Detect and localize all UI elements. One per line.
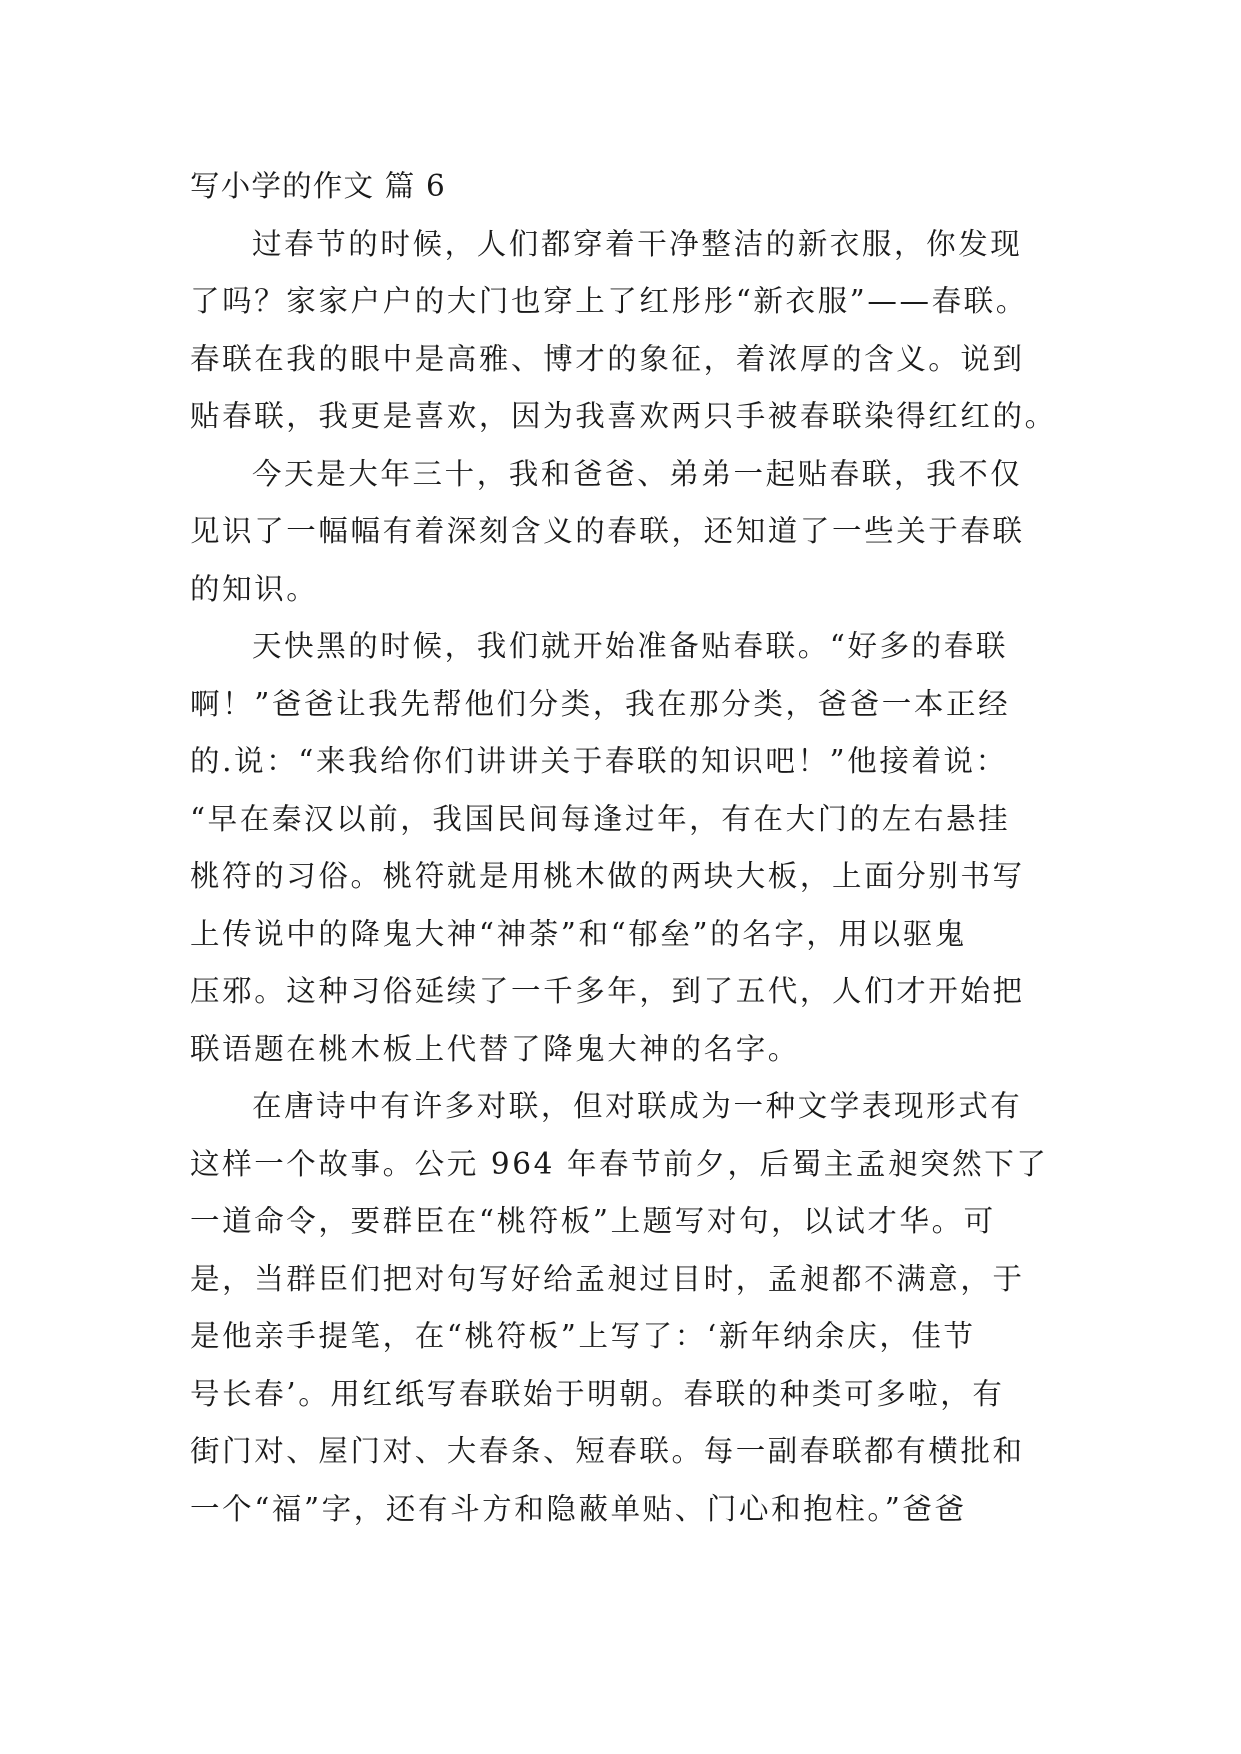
paragraph-3-line-3: 的.说：“来我给你们讲讲关于春联的知识吧！”他接着说：	[190, 744, 1008, 778]
paragraph-4-line-1: 在唐诗中有许多对联，但对联成为一种文学表现形式有	[252, 1089, 1023, 1123]
paragraph-3-line-7: 压邪。这种习俗延续了一千多年，到了五代，人们才开始把	[190, 974, 1025, 1008]
paragraph-4-line-6: 号长春’。用红纸写春联始于明朝。春联的种类可多啦，有	[190, 1377, 1005, 1411]
paragraph-3-line-4: “早在秦汉以前，我国民间每逢过年，有在大门的左右悬挂	[190, 802, 1011, 836]
paragraph-3-line-1: 天快黑的时候，我们就开始准备贴春联。“好多的春联	[252, 629, 1008, 663]
paragraph-4-line-5: 是他亲手提笔，在“桃符板”上写了：‘新年纳余庆，佳节	[190, 1319, 976, 1353]
paragraph-4-line-7: 街门对、屋门对、大春条、短春联。每一副春联都有横批和	[190, 1434, 1025, 1468]
paragraph-1-line-1: 过春节的时候，人们都穿着干净整洁的新衣服，你发现	[252, 227, 1023, 261]
paragraph-2-line-3: 的知识。	[190, 572, 319, 606]
document-title: 写小学的作文 篇 6	[190, 169, 447, 203]
paragraph-4-line-8: 一个“福”字，还有斗方和隐蔽单贴、门心和抱柱。”爸爸	[190, 1492, 967, 1526]
paragraph-3-line-6: 上传说中的降鬼大神“神荼”和“郁垒”的名字，用以驱鬼	[190, 917, 967, 951]
paragraph-4-line-2: 这样一个故事。公元 964 年春节前夕，后蜀主孟昶突然下了	[190, 1147, 1049, 1181]
paragraph-3-line-2: 啊！”爸爸让我先帮他们分类，我在那分类，爸爸一本正经	[190, 687, 1011, 721]
paragraph-1-line-2: 了吗？家家户户的大门也穿上了红彤彤“新衣服”——春联。	[190, 284, 1028, 318]
paragraph-4-line-3: 一道命令，要群臣在“桃符板”上题写对句，以试才华。可	[190, 1204, 996, 1238]
paragraph-3-line-5: 桃符的习俗。桃符就是用桃木做的两块大板，上面分别书写	[190, 859, 1025, 893]
paragraph-4-line-4: 是，当群臣们把对句写好给孟昶过目时，孟昶都不满意，于	[190, 1262, 1025, 1296]
paragraph-1-line-3: 春联在我的眼中是高雅、博才的象征，着浓厚的含义。说到	[190, 342, 1025, 376]
paragraph-2-line-2: 见识了一幅幅有着深刻含义的春联，还知道了一些关于春联	[190, 514, 1025, 548]
paragraph-3-line-8: 联语题在桃木板上代替了降鬼大神的名字。	[190, 1032, 800, 1066]
paragraph-2-line-1: 今天是大年三十，我和爸爸、弟弟一起贴春联，我不仅	[252, 457, 1023, 491]
paragraph-1-line-4: 贴春联，我更是喜欢，因为我喜欢两只手被春联染得红红的。	[190, 399, 1057, 433]
